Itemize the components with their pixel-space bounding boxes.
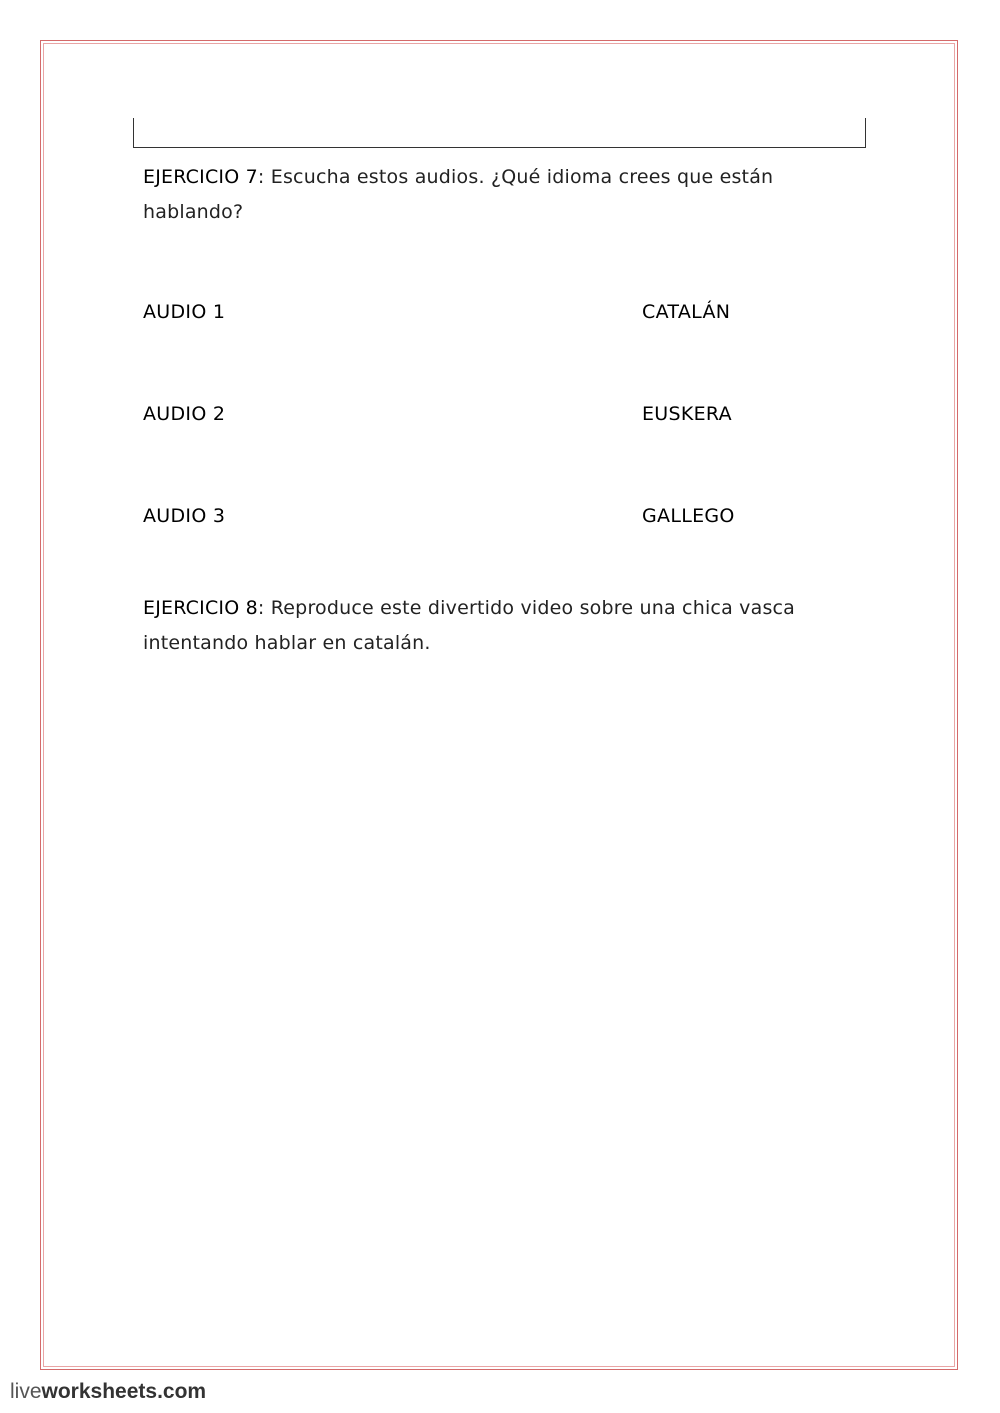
exercise-7-instructions (143, 160, 858, 230)
exercise-8-text: : Reproduce este divertido video sobre una chica vasca intentando hablar en catalán. (143, 597, 796, 654)
previous-answer-box[interactable] (133, 118, 866, 148)
exercise-8-instructions (143, 591, 858, 661)
audio-2-label[interactable]: AUDIO 2 (143, 403, 226, 425)
language-euskera[interactable]: EUSKERA (642, 403, 732, 425)
logo-brand: worksheets.com (41, 1380, 207, 1403)
liveworksheets-logo (10, 1380, 206, 1404)
logo-prefix: live (10, 1380, 42, 1403)
language-gallego[interactable]: GALLEGO (642, 505, 735, 527)
audio-1-label[interactable]: AUDIO 1 (143, 301, 226, 323)
audio-3-label[interactable]: AUDIO 3 (143, 505, 226, 527)
exercise-8-title: EJERCICIO 8 (143, 597, 258, 619)
exercise-7-text: : Escucha estos audios. ¿Qué idioma crees que están hablando? (143, 166, 774, 223)
exercise-7-title: EJERCICIO 7 (143, 166, 258, 188)
language-catalan[interactable]: CATALÁN (642, 301, 731, 323)
page-border (40, 40, 958, 1370)
